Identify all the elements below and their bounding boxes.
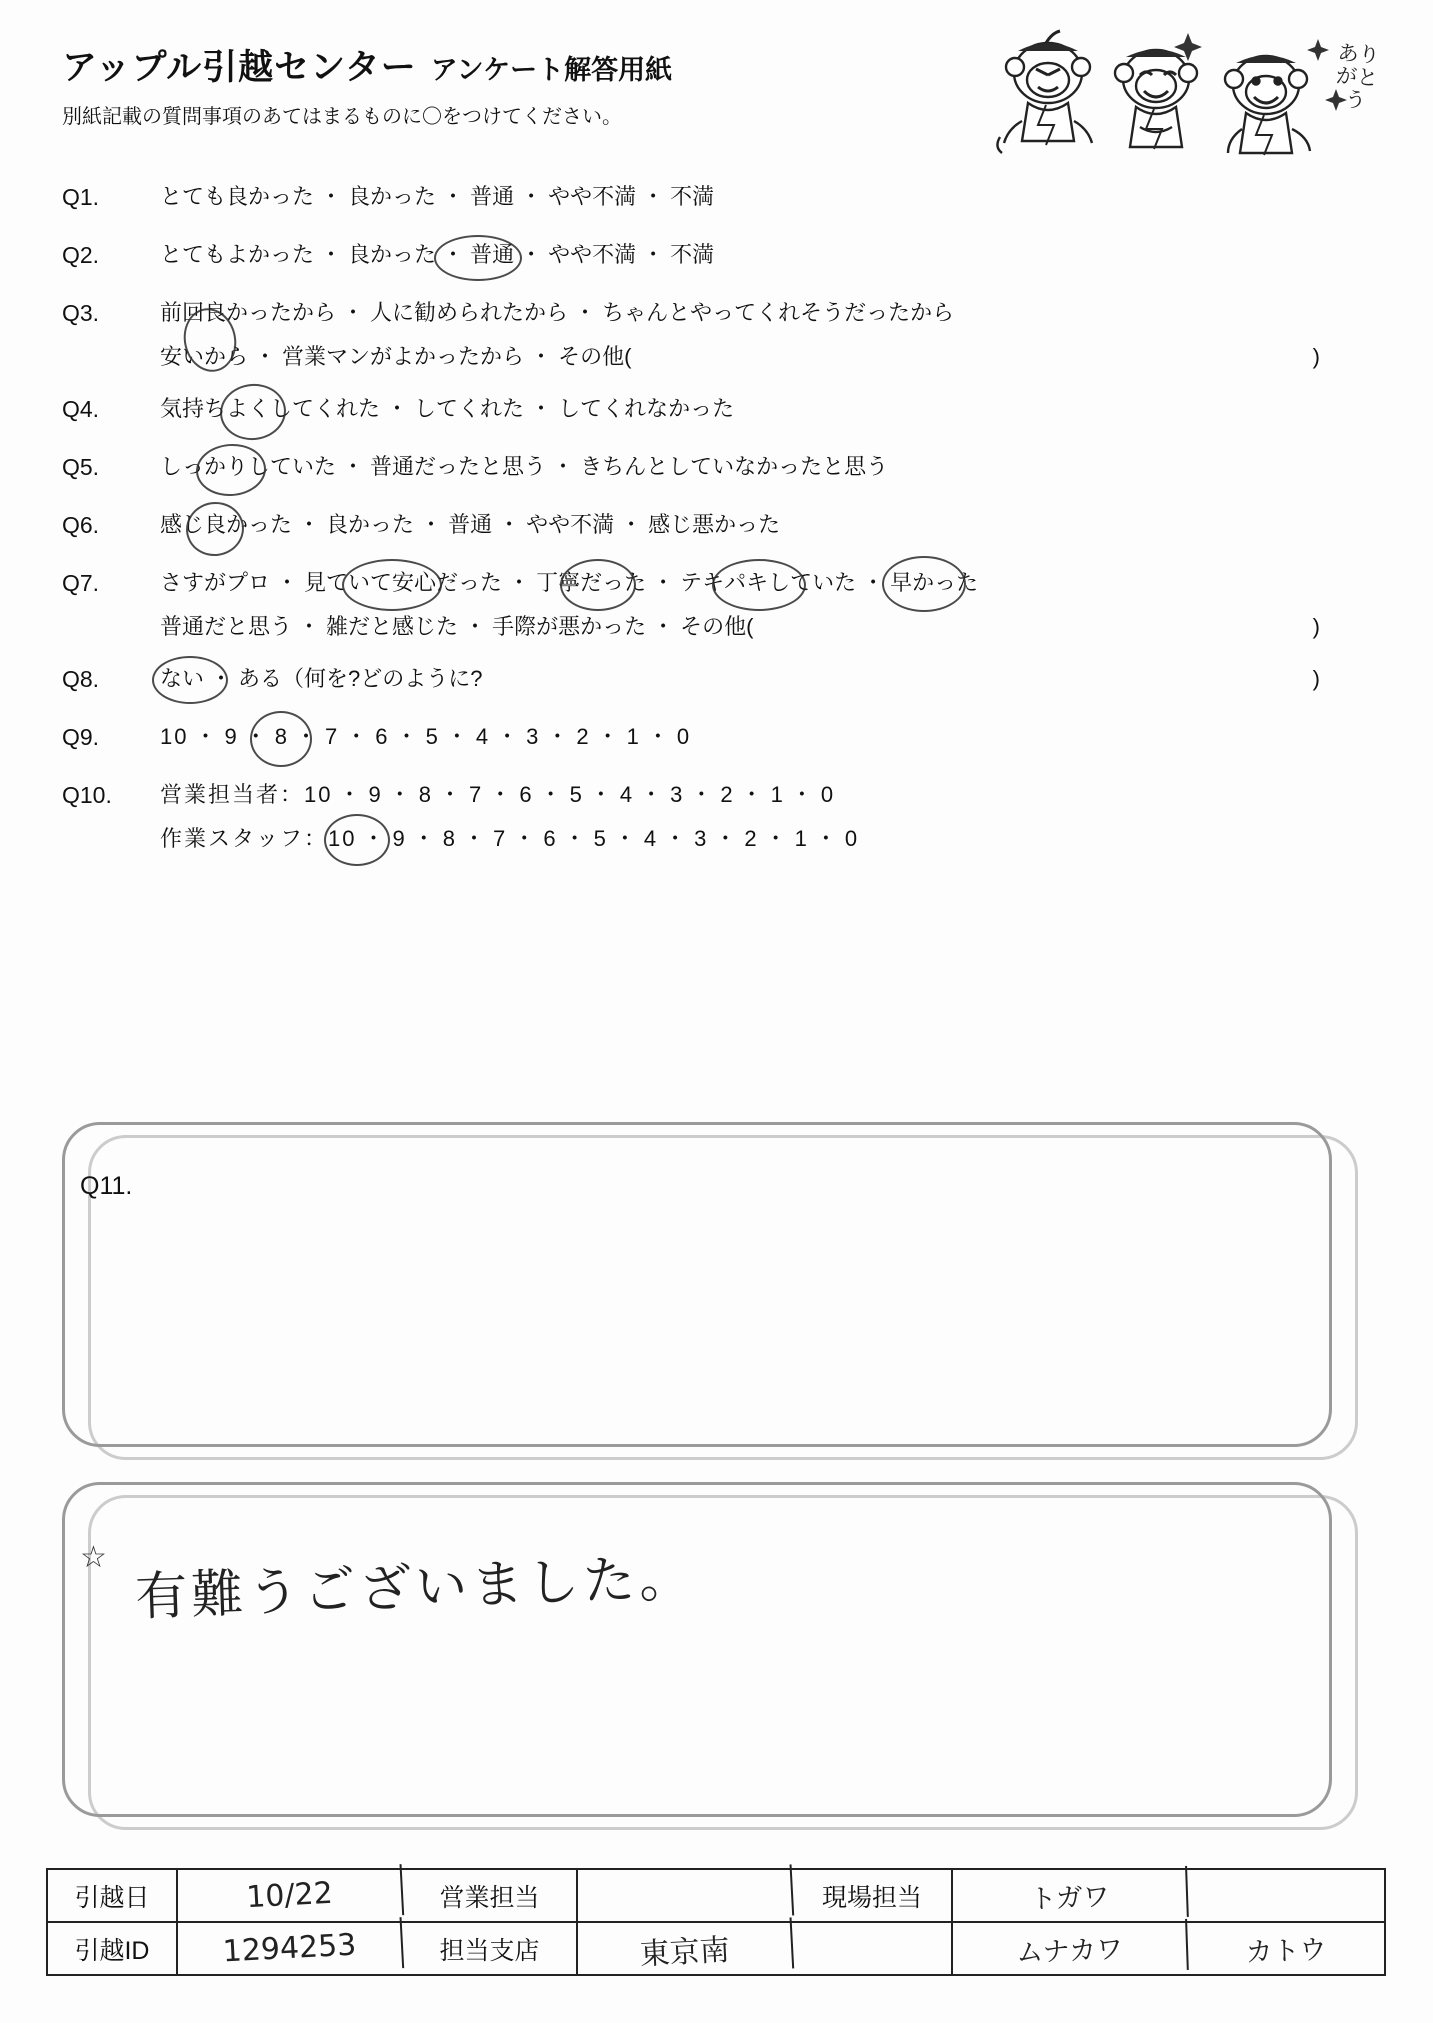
q7-option-3[interactable]: 丁寧だった bbox=[536, 570, 647, 595]
q11-comment-box[interactable] bbox=[62, 1122, 1332, 1447]
branch-value[interactable]: 東京南 bbox=[577, 1917, 794, 1979]
footer-row-1 bbox=[48, 1870, 1384, 1923]
moving-date-label: 引越日 bbox=[48, 1870, 178, 1921]
q3-option-other[interactable]: その他( bbox=[558, 344, 632, 369]
q8-option-1[interactable]: ない bbox=[160, 666, 205, 691]
question-label-q10: Q10. bbox=[62, 782, 112, 808]
q2-option-4[interactable]: やや不満 bbox=[548, 242, 637, 267]
q9-option-0[interactable]: 0 bbox=[676, 724, 692, 749]
question-row-q10: Q10. 営業担当者：10 ・ 9 ・ 8 ・ 7 ・ 6 ・ 5 ・ 4 ・ 3 ・ 2 ・ 1 ・ 0 作業スタッフ：10 ・ 9 ・ 8 ・ 7 ・ 6 ・ 5 ・ 4 ・ 3 ・ 2 ・ 1 ・ 0 bbox=[62, 780, 1382, 854]
q9-option-5[interactable]: 5 bbox=[425, 724, 440, 749]
q1-option-5[interactable]: 不満 bbox=[670, 184, 715, 209]
q3-option-3[interactable]: ちゃんとやってくれそうだったから bbox=[602, 300, 955, 325]
q1-option-4[interactable]: やや不満 bbox=[548, 184, 637, 209]
q3-option-5[interactable]: 営業マンがよかったから bbox=[282, 344, 525, 369]
question-label-q1: Q1. bbox=[62, 184, 100, 210]
question-row-q5: Q5. しっかりしていた ・ 普通だったと思う ・ きちんとしていなかったと思う bbox=[62, 452, 1382, 482]
q9-option-6[interactable]: 6 bbox=[375, 724, 390, 749]
q10-staff-option-8[interactable]: 8 bbox=[442, 826, 458, 851]
q2-option-3[interactable]: 普通 bbox=[470, 242, 515, 267]
q10-staff-option-4[interactable]: 4 bbox=[643, 826, 659, 851]
q3-other-close-paren: ) bbox=[1312, 344, 1320, 369]
q10-sales-option-1[interactable]: 1 bbox=[770, 782, 785, 807]
question-row-q8: Q8. ない ・ ある（何を?どのように? ) bbox=[62, 664, 1382, 694]
q10-sales-option-5[interactable]: 5 bbox=[569, 782, 584, 807]
form-title: アンケート解答用紙 bbox=[430, 55, 673, 85]
q7-option-8[interactable]: 手際が悪かった bbox=[492, 614, 647, 639]
q3-option-4[interactable]: 安いから bbox=[160, 344, 249, 369]
q6-option-1[interactable]: 感じ良かった bbox=[160, 512, 293, 537]
q9-option-8[interactable]: 8 bbox=[274, 724, 290, 749]
q2-option-2[interactable]: 良かった bbox=[348, 242, 437, 267]
q7-option-other[interactable]: その他( bbox=[680, 614, 754, 639]
q3-option-2[interactable]: 人に勧められたから bbox=[370, 300, 569, 325]
sales-rep-value[interactable] bbox=[577, 1864, 794, 1926]
q1-option-3[interactable]: 普通 bbox=[470, 184, 515, 209]
footer-row-2 bbox=[48, 1923, 1384, 1974]
q10-staff-option-3[interactable]: 3 bbox=[694, 826, 709, 851]
q4-option-1[interactable]: 気持ちよくしてくれた bbox=[160, 396, 381, 421]
q9-option-7[interactable]: 7 bbox=[325, 724, 340, 749]
q9-option-4[interactable]: 4 bbox=[475, 724, 491, 749]
question-row-q2: Q2. とてもよかった ・ 良かった ・ 普通 ・ やや不満 ・ 不満 bbox=[62, 240, 1382, 270]
q9-option-9[interactable]: 9 bbox=[224, 724, 239, 749]
q4-option-2[interactable]: してくれた bbox=[414, 396, 525, 421]
q7-option-5[interactable]: 早かった bbox=[890, 570, 979, 595]
question-row-q3: Q3. 前回良かったから ・ 人に勧められたから ・ ちゃんとやってくれそうだったから 安いから ・ 営業マンがよかったから ・ その他( ) bbox=[62, 298, 1382, 372]
question-label-q6: Q6. bbox=[62, 512, 100, 538]
question-list bbox=[62, 182, 1382, 854]
q9-option-10[interactable]: 10 bbox=[160, 724, 189, 749]
q7-other-close-paren: ) bbox=[1312, 614, 1320, 639]
site-staff-value-4[interactable]: カトウ bbox=[1245, 1934, 1328, 1969]
q10-staff-option-5[interactable]: 5 bbox=[593, 826, 608, 851]
q8-close-paren: ) bbox=[1312, 666, 1320, 691]
question-label-q7: Q7. bbox=[62, 570, 100, 596]
q1-option-2[interactable]: 良かった bbox=[348, 184, 437, 209]
free-comment-box[interactable] bbox=[62, 1482, 1332, 1817]
question-label-q4: Q4. bbox=[62, 396, 100, 422]
question-row-q1: Q1. とても良かった ・ 良かった ・ 普通 ・ やや不満 ・ 不満 bbox=[62, 184, 715, 210]
q10-staff-option-0[interactable]: 0 bbox=[844, 826, 860, 851]
moving-id-label: 引越ID bbox=[48, 1923, 178, 1974]
q2-option-5[interactable]: 不満 bbox=[670, 242, 715, 267]
question-row-q7: Q7. さすがプロ ・ 見ていて安心だった ・ 丁寧だった ・ テキパキしていた ・ 早かった 普通だと思う ・ 雑だと感じた ・ 手際が悪かった ・ その他( ) bbox=[62, 568, 1382, 642]
q3-option-1[interactable]: 前回良かったから bbox=[160, 300, 337, 325]
q10-staff-option-6[interactable]: 6 bbox=[543, 826, 558, 851]
q10-sales-option-3[interactable]: 3 bbox=[670, 782, 685, 807]
q7-option-2[interactable]: 見ていて安心だった bbox=[304, 570, 503, 595]
q9-option-1[interactable]: 1 bbox=[626, 724, 641, 749]
q9-option-3[interactable]: 3 bbox=[526, 724, 541, 749]
form-instruction: 別紙記載の質問事項のあてはまるものに〇をつけてください。 bbox=[62, 106, 622, 128]
mascot-illustration bbox=[988, 25, 1388, 170]
question-label-q5: Q5. bbox=[62, 454, 100, 480]
site-staff-label: 現場担当 bbox=[793, 1870, 953, 1921]
question-row-q4: Q4. 気持ちよくしてくれた ・ してくれた ・ してくれなかった bbox=[62, 394, 1382, 424]
q10-staff-label: 作業スタッフ： bbox=[160, 826, 329, 851]
site-staff-value-2[interactable] bbox=[1187, 1867, 1385, 1925]
q10-staff-option-1[interactable]: 1 bbox=[794, 826, 809, 851]
q5-option-3[interactable]: きちんとしていなかったと思う bbox=[580, 454, 889, 479]
question-label-q8: Q8. bbox=[62, 666, 100, 692]
thanks-text: ありがとう bbox=[1335, 41, 1381, 113]
q10-staff-option-2[interactable]: 2 bbox=[744, 826, 759, 851]
q10-sales-option-7[interactable]: 7 bbox=[469, 782, 484, 807]
company-logo-text: アップル引越センター bbox=[62, 48, 417, 87]
q7-option-1[interactable]: さすがプロ bbox=[160, 570, 271, 595]
sales-rep-label: 営業担当 bbox=[403, 1870, 578, 1921]
branch-label: 担当支店 bbox=[403, 1923, 578, 1974]
question-row-q6: Q6. 感じ良かった ・ 良かった ・ 普通 ・ やや不満 ・ 感じ悪かった bbox=[62, 510, 1382, 540]
q5-option-2[interactable]: 普通だったと思う bbox=[370, 454, 547, 479]
question-label-q9: Q9. bbox=[62, 724, 100, 750]
moving-date-value[interactable]: 10/22 bbox=[177, 1864, 404, 1927]
star-icon: ☆ bbox=[80, 1541, 107, 1574]
q5-option-1[interactable]: しっかりしていた bbox=[160, 454, 337, 479]
q2-option-1[interactable]: とてもよかった bbox=[160, 242, 315, 267]
site-staff-label-empty bbox=[793, 1923, 953, 1974]
question-row-q9: Q9. 10 ・ 9 ・ 8 ・ 7 ・ 6 ・ 5 ・ 4 ・ 3 ・ 2 ・ 1 ・ 0 bbox=[62, 722, 1382, 752]
q1-option-1[interactable]: とても良かった bbox=[160, 184, 315, 209]
site-staff-value-1[interactable]: トガワ bbox=[952, 1866, 1189, 1925]
q10-sales-option-9[interactable]: 9 bbox=[368, 782, 383, 807]
q7-option-7[interactable]: 雑だと感じた bbox=[326, 614, 459, 639]
q10-staff-option-7[interactable]: 7 bbox=[493, 826, 508, 851]
q6-option-3[interactable]: 普通 bbox=[448, 512, 493, 537]
q9-option-2[interactable]: 2 bbox=[576, 724, 591, 749]
q10-sales-option-6[interactable]: 6 bbox=[519, 782, 534, 807]
site-staff-value-3[interactable]: ムナカワ bbox=[952, 1919, 1189, 1978]
q10-sales-option-10[interactable]: 10 bbox=[304, 782, 333, 807]
q11-label: Q11. bbox=[80, 1172, 133, 1200]
q6-option-2[interactable]: 良かった bbox=[326, 512, 415, 537]
moving-id-value[interactable]: 1294253 bbox=[177, 1917, 404, 1980]
q10-sales-label: 営業担当者： bbox=[160, 782, 305, 807]
q7-option-4[interactable]: テキパキしていた bbox=[680, 570, 857, 595]
q10-sales-option-8[interactable]: 8 bbox=[418, 782, 434, 807]
q4-option-3[interactable]: してくれなかった bbox=[558, 396, 735, 421]
q8-option-2[interactable]: ある（何を?どのように? bbox=[238, 666, 483, 691]
footer-table bbox=[46, 1868, 1386, 1976]
question-label-q2: Q2. bbox=[62, 242, 100, 268]
q10-staff-option-10[interactable]: 10 bbox=[328, 826, 357, 851]
q10-sales-option-4[interactable]: 4 bbox=[619, 782, 635, 807]
q6-option-5[interactable]: 感じ悪かった bbox=[648, 512, 781, 537]
question-label-q3: Q3. bbox=[62, 300, 100, 326]
q10-sales-option-2[interactable]: 2 bbox=[720, 782, 735, 807]
q10-sales-option-0[interactable]: 0 bbox=[820, 782, 836, 807]
q10-staff-option-9[interactable]: 9 bbox=[392, 826, 407, 851]
q7-option-6[interactable]: 普通だと思う bbox=[160, 614, 293, 639]
q6-option-4[interactable]: やや不満 bbox=[526, 512, 615, 537]
free-comment-handwriting: 有難うございました。 bbox=[134, 1548, 697, 1628]
